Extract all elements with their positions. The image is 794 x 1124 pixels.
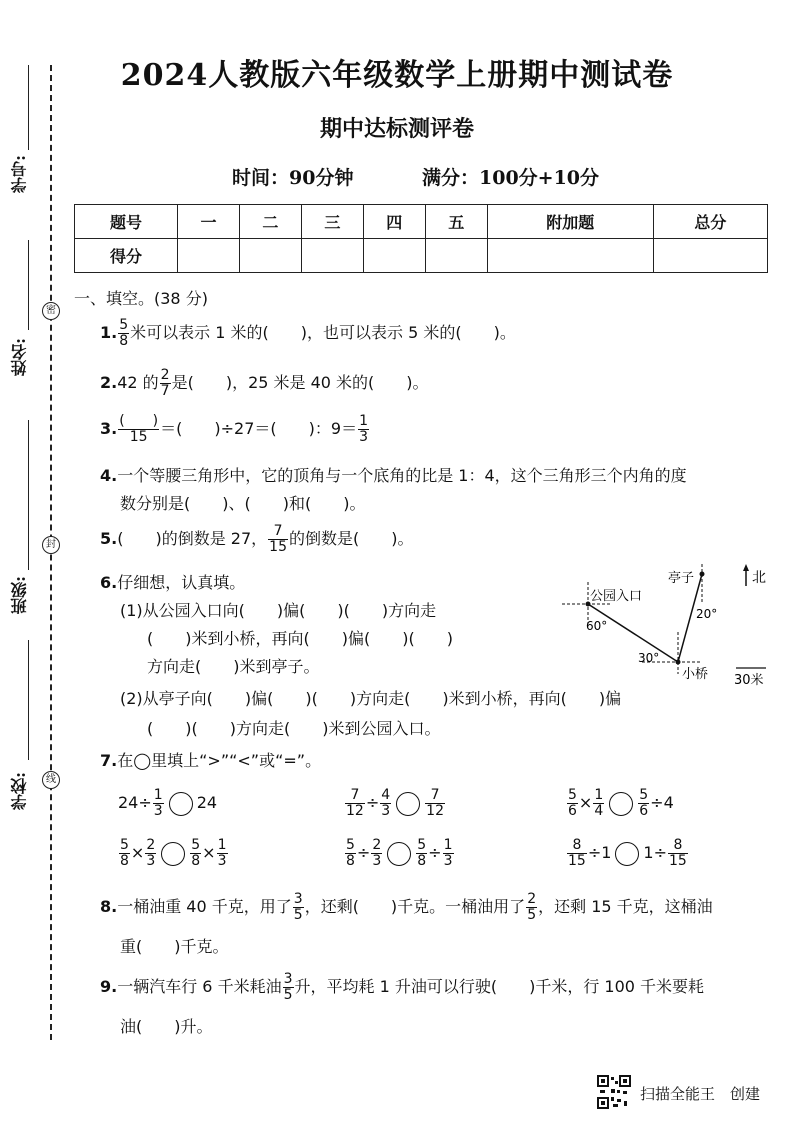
score-input-cell[interactable] [363,239,425,273]
compare-item: 24÷ $\frac{1}{3}$ 24 [118,787,218,819]
path-entrance-bridge [588,604,678,662]
question-text: 42 的 [117,373,159,392]
fraction: $\frac{5}{6}$ [639,787,649,819]
pavilion-point [700,572,705,577]
question-text: 在◯里填上“>”“<”或“=”。 [117,751,322,770]
question-number: 1. [100,323,118,342]
score-table-cell: 二 [239,205,301,239]
seal-mi: 密 [42,302,60,320]
question-3 [100,414,370,445]
compare-item: $\frac{8}{15}$ ÷1 1÷ $\frac{8}{15}$ [568,837,687,869]
question-number: 2. [100,373,118,392]
answer-circle[interactable] [396,792,420,816]
fraction: $\frac{5}{8}$ [346,837,355,869]
score-input-cell[interactable] [425,239,487,273]
question-number: 7. [100,751,118,770]
question-5 [100,524,413,555]
score-table-cell: 三 [301,205,363,239]
compare-item: $\frac{5}{6}$ × $\frac{1}{4}$ $\frac{5}{6}$ ÷4 [568,787,674,819]
name-label: 姓名: [10,338,29,376]
question-1 [100,318,516,349]
angle-label: 30° [638,651,660,665]
fraction: $\frac{1}{3}$ [217,837,227,869]
map-diagram [550,562,780,692]
question-8: 8.一桶油重 40 千克，用了 $\frac{3}{5}$ ，还剩( )千克。一桶油用了 $\frac{2}{5}$ ，还剩 15 千克，这桶油 [100,891,713,923]
question-6-part-1-line-3: 方向走( )米到亭子。 [147,657,320,676]
answer-circle[interactable] [609,792,633,816]
question-number: 6. [100,573,118,592]
fraction: $\frac{4}{3}$ [381,787,391,819]
score-input-cell[interactable] [239,239,301,273]
fraction: $\frac{2}{7}$ [160,367,170,399]
compare-item: $\frac{5}{8}$ ÷ $\frac{2}{3}$ $\frac{5}{8}$ ÷ $\frac{1}{3}$ [346,837,453,869]
question-6-part-2-line-2: ( )( )方向走( )米到公园入口。 [147,719,441,738]
seal-feng: 封 [42,536,60,554]
fraction: $\frac{5}{8}$ [119,317,129,349]
score-table-cell: 得分 [75,239,178,273]
question-6 [100,570,245,593]
page-title: 2024人教版六年级数学上册期中测试卷 [120,58,674,93]
score-table [74,204,768,273]
fraction: $\frac{5}{6}$ [568,787,577,819]
question-6-part-2-line-1: (2)从亭子向( )偏( )( )方向走( )米到小桥，再向( )偏 [120,689,622,708]
score-table-header-row [75,205,768,239]
fraction: $\frac{3}{5}$ [283,971,293,1003]
angle-label: 60° [586,619,608,633]
name-line [28,240,29,330]
question-text: 是( )，25 米是 40 米的( )。 [171,373,429,392]
question-text: 一个等腰三角形中，它的顶角与一个底角的比是 1：4，这个三角形三个内角的度 [117,466,687,485]
answer-circle[interactable] [161,842,185,866]
fraction: $\frac{1}{3}$ [443,837,453,869]
score-input-cell[interactable] [487,239,653,273]
fraction: $\frac{3}{5}$ [293,891,303,923]
fraction: $\frac{2}{3}$ [372,837,382,869]
score-table-cell: 总分 [653,205,767,239]
class-label: 班级: [10,576,29,614]
fraction: $\frac{2}{5}$ [527,891,537,923]
score-input-cell[interactable] [178,239,240,273]
fraction: $\frac{2}{3}$ [146,837,156,869]
angle-label: 20° [696,607,718,621]
bridge-point [676,660,681,665]
map-label-entrance: 公园入口 [590,589,643,604]
student-id-label: 学号: [10,155,29,193]
answer-circle[interactable] [387,842,411,866]
map-label-bridge: 小桥 [682,667,709,682]
question-7 [100,748,321,771]
score-table-cell: 一 [178,205,240,239]
question-4-line-2: 数分别是( )、( )和( )。 [120,494,366,513]
fraction: $\frac{5}{8}$ [417,837,427,869]
score-table-cell: 附加题 [487,205,653,239]
question-text: ( )的倒数是 27， [117,529,268,548]
page-subtitle: 期中达标测评卷 [319,116,474,142]
answer-circle[interactable] [615,842,639,866]
section-heading: 一、填空。(38 分) [74,289,208,308]
question-number: 9. [100,977,118,996]
question-4 [100,463,687,486]
score-input-cell[interactable] [301,239,363,273]
map-label-pavilion: 亭子 [668,571,695,586]
fraction: $\frac{5}{8}$ [191,837,201,869]
question-6-part-1-line-2: ( )米到小桥，再向( )偏( )( ) [147,629,453,648]
question-text: 米可以表示 1 米的( )，也可以表示 5 米的( )。 [130,323,516,342]
question-8-line-2: 重( )千克。 [120,937,229,956]
question-9: 9.一辆汽车行 6 千米耗油 $\frac{3}{5}$ 升，平均耗 1 升油可以行驶( )千米，行 100 千米要耗 [100,971,705,1003]
question-9-line-2: 油( )升。 [120,1017,213,1036]
question-2 [100,368,429,399]
score-table-score-row [75,239,768,273]
score-input-cell[interactable] [653,239,767,273]
question-text: 仔细想，认真填。 [117,573,246,592]
question-6-part-1-line-1: (1)从公园入口向( )偏( )( )方向走 [120,601,437,620]
school-label: 学校: [10,772,29,810]
fraction: $\frac{1}{3}$ [359,413,368,445]
school-line [28,640,29,760]
question-number: 8. [100,897,118,916]
fraction: $\frac{7}{15}$ [269,523,287,555]
fraction: $\frac{1}{3}$ [153,787,163,819]
question-text: ＝( )÷27＝( )：9＝ [160,419,358,438]
question-number: 4. [100,466,118,485]
fraction: $\frac{8}{15}$ [669,837,687,869]
score-table-cell: 五 [425,205,487,239]
north-arrow-head-icon [743,564,749,571]
score-table-cell: 四 [363,205,425,239]
fraction: $\frac{( )}{15}$ [119,413,159,445]
seal-xian: 线 [42,771,60,789]
question-number: 3. [100,419,118,438]
qr-code-icon [597,1075,631,1109]
full-score: 满分：100分+10分 [422,167,600,189]
fraction: $\frac{7}{12}$ [346,787,364,819]
question-number: 5. [100,529,118,548]
time-limit: 时间：90分钟 [232,167,354,189]
map-label-scale: 30米 [734,673,764,688]
map-label-north: 北 [752,570,766,586]
answer-circle[interactable] [169,792,193,816]
compare-item: $\frac{7}{12}$ ÷ $\frac{4}{3}$ $\frac{7}{12}$ [346,787,444,819]
footer-watermark: 扫描全能王 创建 [640,1085,761,1103]
fraction: $\frac{5}{8}$ [120,837,129,869]
fraction: $\frac{7}{12}$ [426,787,444,819]
compare-item: $\frac{5}{8}$ × $\frac{2}{3}$ $\frac{5}{8}$ × $\frac{1}{3}$ [120,837,227,869]
class-line [28,420,29,570]
fraction: $\frac{8}{15}$ [568,837,586,869]
score-table-cell: 题号 [75,205,178,239]
fraction: $\frac{1}{4}$ [594,787,604,819]
question-text: 的倒数是( )。 [288,529,414,548]
